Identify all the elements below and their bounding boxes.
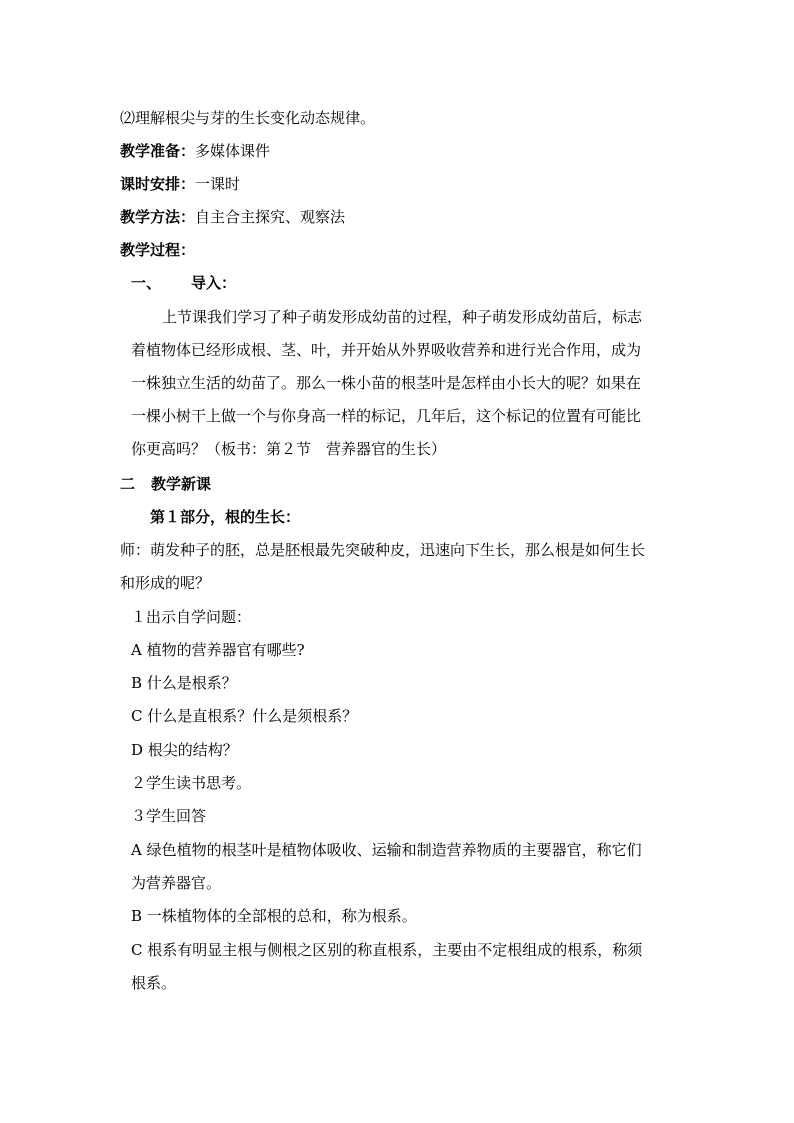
- intro-line-5: 你更高吗？（板书：第２节 营养器官的生长）: [131, 440, 447, 458]
- class-schedule-label: 课时安排：: [120, 175, 196, 193]
- intro-line-4: 一棵小树干上做一个与你身高一样的标记，几年后，这个标记的位置有可能比: [131, 407, 642, 425]
- section-1-number: 一、: [131, 274, 162, 292]
- step-3: ３学生回答: [131, 807, 207, 825]
- section-2-number: 二: [120, 475, 136, 493]
- intro-line-1: 上节课我们学习了种子萌发形成幼苗的过程，种子萌发形成幼苗后，标志: [162, 308, 643, 326]
- question-d: D 根尖的结构？: [131, 741, 238, 759]
- teaching-method: [120, 207, 345, 227]
- class-schedule-value: 一课时: [195, 175, 241, 193]
- answer-c-line-1: C 根系有明显主根与侧根之区别的称直根系，主要由不定根组成的根系，称须: [131, 941, 643, 959]
- teaching-prep-label: 教学准备：: [120, 142, 196, 160]
- answer-a-line-1: A 绿色植物的根茎叶是植物体吸收、运输和制造营养物质的主要器官，称它们: [131, 841, 642, 859]
- part-1-heading: 第１部分，根的生长：: [150, 508, 301, 526]
- step-2: ２学生读书思考。: [131, 774, 252, 792]
- teaching-method-value: 自主合主探究、观察法: [195, 208, 346, 226]
- section-1-heading: [131, 273, 236, 293]
- intro-line-3: 一株独立生活的幼苗了。那么一株小苗的根茎叶是怎样由小长大的呢？如果在: [131, 374, 642, 392]
- teaching-process-heading: 教学过程：: [120, 241, 196, 259]
- teacher-question-line-2: 和形成的呢？: [120, 574, 211, 592]
- class-schedule: [120, 174, 240, 194]
- answer-b: B 一株植物体的全部根的总和，称为根系。: [131, 907, 417, 925]
- question-b: B 什么是根系？: [131, 674, 237, 692]
- teaching-method-label: 教学方法：: [120, 208, 196, 226]
- question-c: C 什么是直根系？什么是须根系？: [131, 707, 358, 725]
- objective-2: ⑵理解根尖与芽的生长变化动态规律。: [120, 109, 376, 127]
- answer-c-line-2: 根系。: [131, 974, 177, 992]
- step-1: １出示自学问题：: [131, 608, 252, 626]
- section-2-title: 教学新课: [151, 475, 212, 493]
- teaching-prep: [120, 141, 270, 161]
- intro-line-2: 着植物体已经形成根、茎、叶，并开始从外界吸收营养和进行光合作用，成为: [131, 341, 642, 359]
- question-a: A 植物的营养器官有哪些?: [131, 641, 305, 659]
- answer-a-line-2: 为营养器官。: [131, 874, 222, 892]
- section-2-heading: [120, 474, 211, 494]
- teaching-prep-value: 多媒体课件: [195, 142, 271, 160]
- section-1-title: 导入：: [191, 274, 237, 292]
- teacher-question-line-1: 师：萌发种子的胚，总是胚根最先突破种皮，迅速向下生长，那么根是如何生长: [120, 541, 646, 559]
